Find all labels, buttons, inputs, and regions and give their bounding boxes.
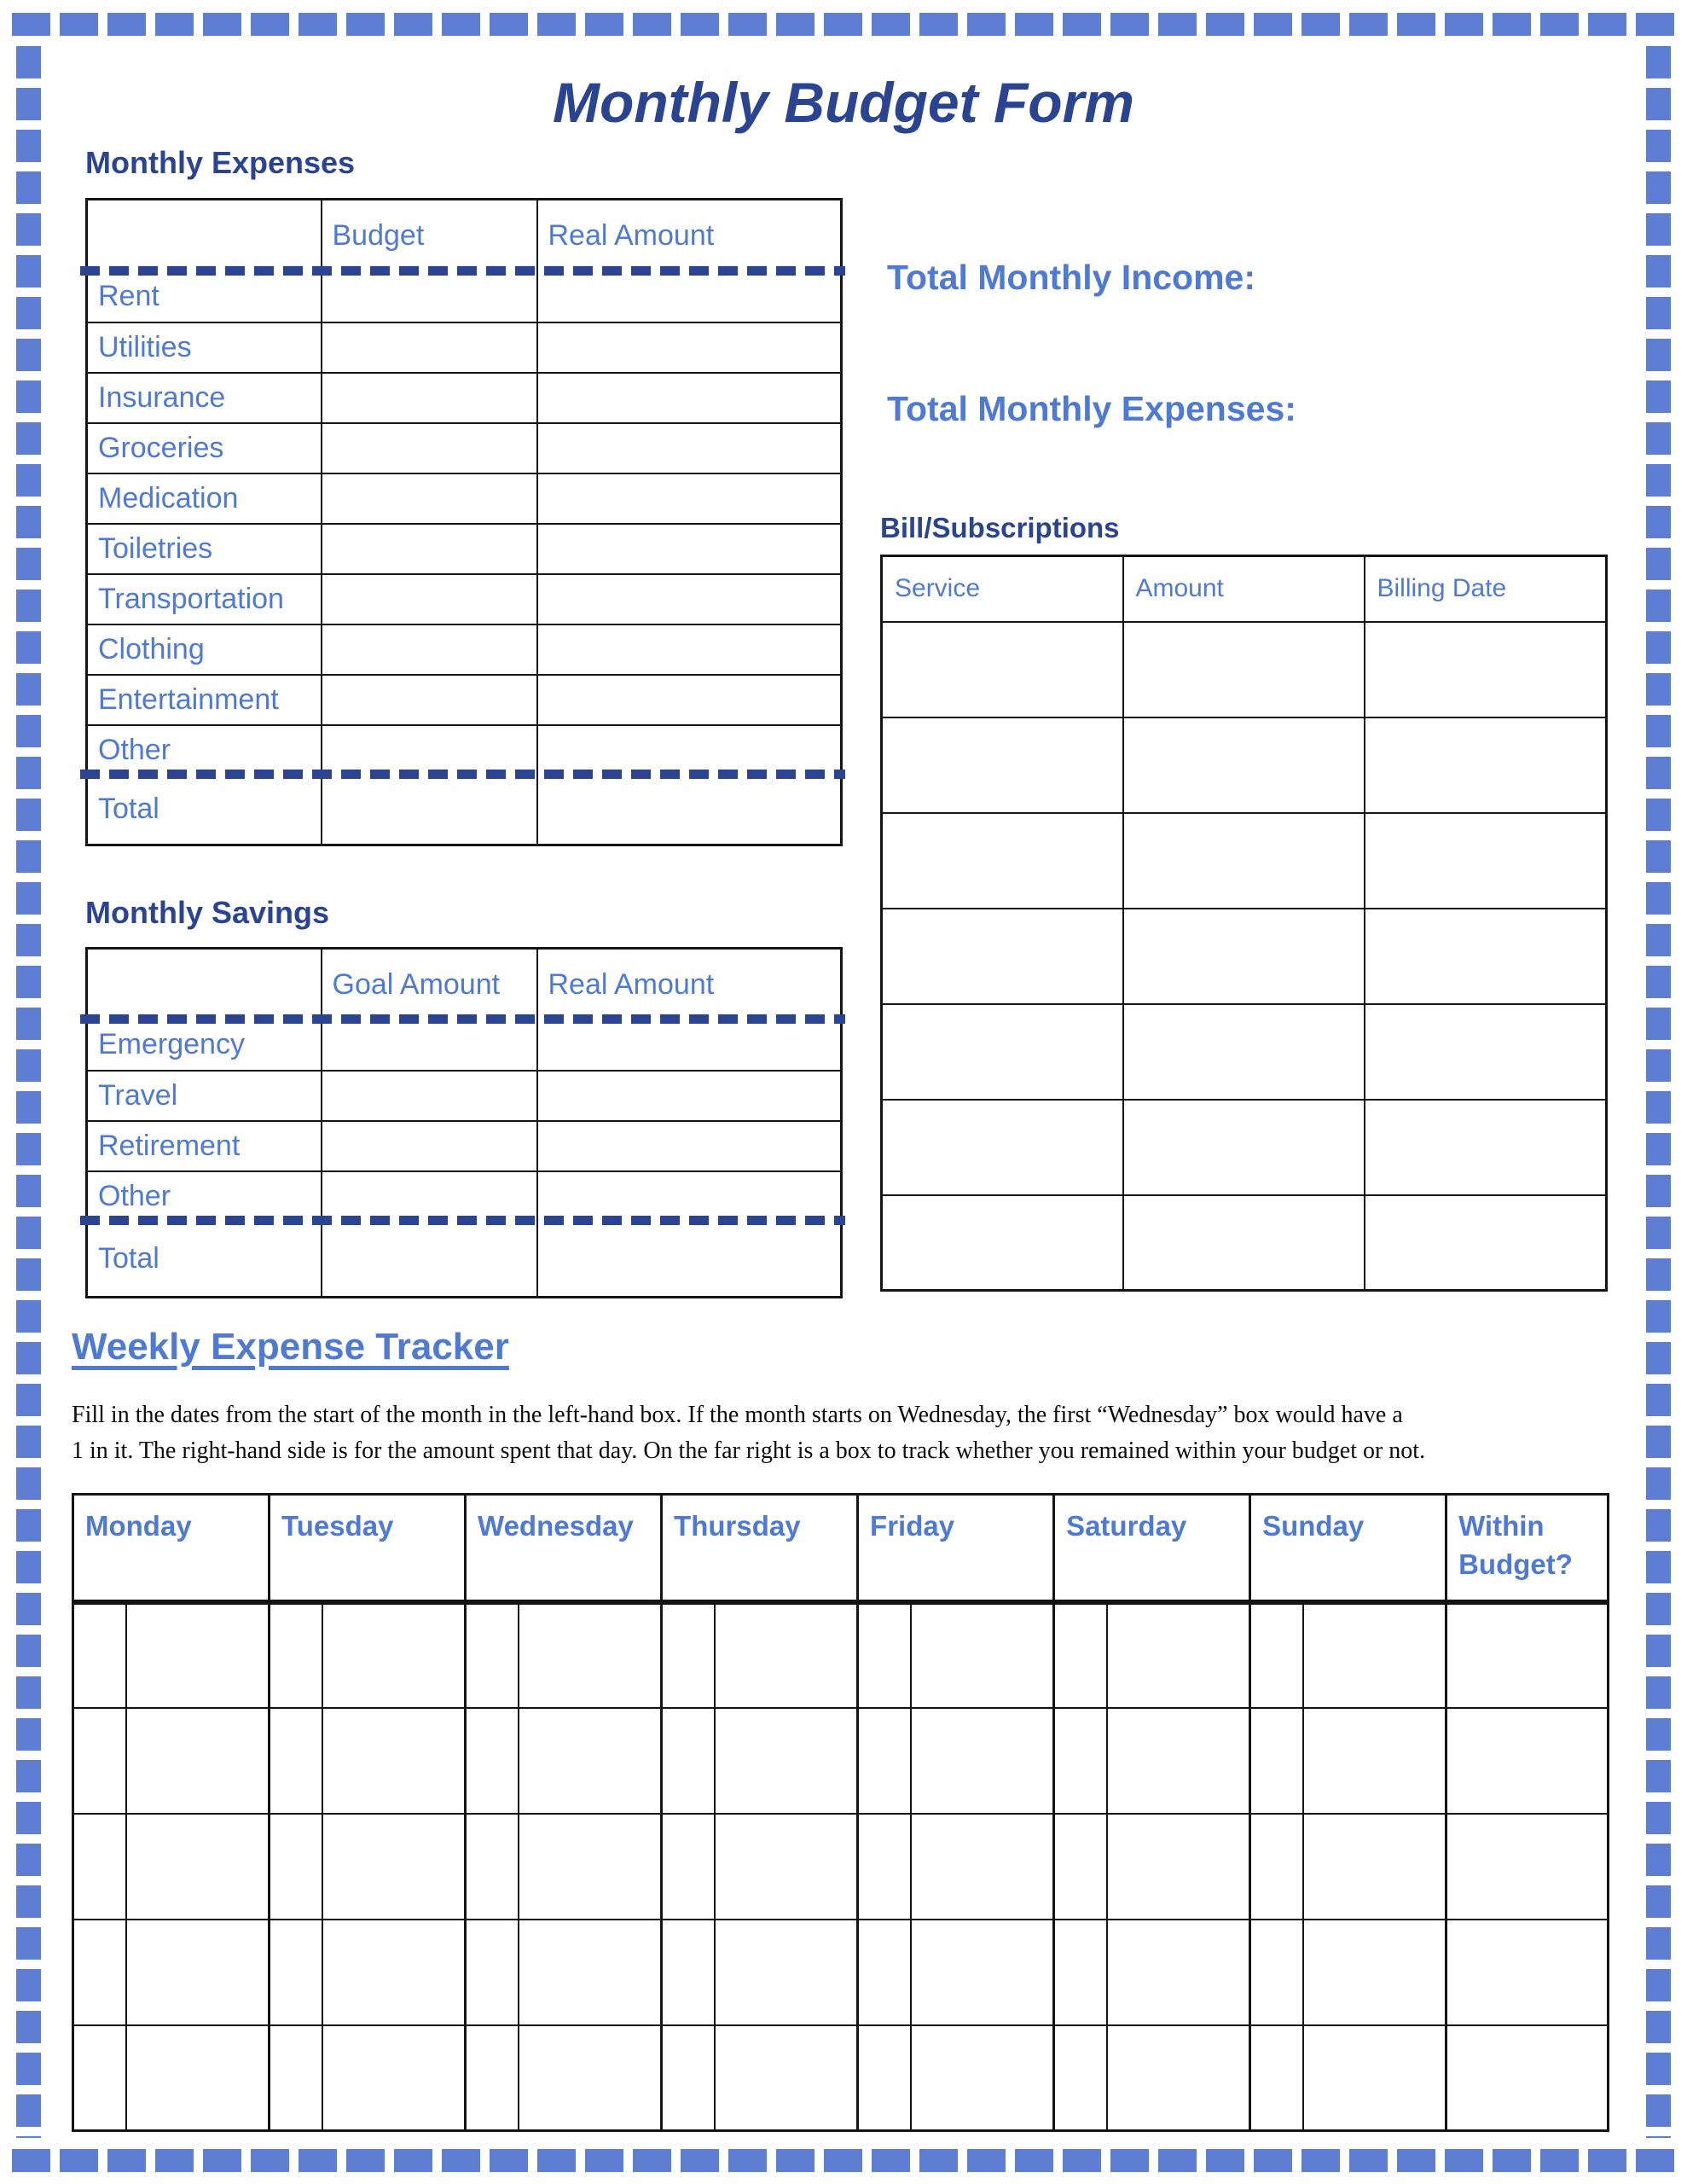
bills-empty-row <box>882 909 1607 1004</box>
weekly-col-wednesday: Wednesday <box>466 1495 662 1602</box>
dashed-divider <box>80 266 845 276</box>
weekly-amount-cell-friday[interactable] <box>911 1814 1054 1920</box>
weekly-col-within-budget: Within Budget? <box>1446 1495 1609 1602</box>
weekly-date-cell-monday[interactable] <box>73 2025 126 2131</box>
weekly-within-budget-cell[interactable] <box>1446 1602 1609 1708</box>
bills-cell-amount[interactable] <box>1123 717 1365 813</box>
weekly-date-cell-sunday[interactable] <box>1250 1814 1303 1920</box>
bills-cell-billing-date[interactable] <box>1365 813 1607 909</box>
weekly-col-friday: Friday <box>858 1495 1054 1602</box>
savings-row-emergency <box>87 1020 842 1071</box>
bills-empty-row <box>882 622 1607 717</box>
expenses-budget-cell[interactable] <box>322 272 537 322</box>
expenses-col-real-amount: Real Amount <box>537 200 842 272</box>
weekly-date-cell-monday[interactable] <box>73 1602 126 1708</box>
bills-col-amount: Amount <box>1123 556 1365 622</box>
expenses-row-entertainment <box>87 675 842 725</box>
weekly-date-cell-saturday[interactable] <box>1054 1920 1107 2025</box>
dashed-divider <box>80 1216 845 1225</box>
weekly-amount-cell-sunday[interactable] <box>1303 1814 1446 1920</box>
expenses-real-cell[interactable] <box>537 322 842 373</box>
savings-row-label: Travel <box>87 1071 322 1121</box>
expenses-real-cell[interactable] <box>537 574 842 624</box>
bills-col-billing-date: Billing Date <box>1365 556 1607 622</box>
weekly-instructions <box>72 1397 1425 1469</box>
weekly-date-cell-thursday[interactable] <box>662 2025 715 2131</box>
bills-cell-service[interactable] <box>882 717 1123 813</box>
weekly-date-cell-saturday[interactable] <box>1054 1602 1107 1708</box>
page-border-top <box>12 13 1675 36</box>
expenses-row-transportation <box>87 574 842 624</box>
dashed-divider <box>80 1014 845 1024</box>
savings-row-other <box>87 1171 842 1222</box>
weekly-amount-cell-sunday[interactable] <box>1303 2025 1446 2131</box>
monthly-expenses-heading: Monthly Expenses <box>85 145 356 180</box>
expenses-row-label: Clothing <box>87 624 322 675</box>
weekly-date-cell-monday[interactable] <box>73 1708 126 1814</box>
weekly-instructions-line1: Fill in the dates from the start of the month in the left-hand box. If the month starts on Wednesday, the first “Wednesday” box would have a <box>72 1402 1403 1428</box>
bills-cell-billing-date[interactable] <box>1365 1195 1607 1291</box>
savings-row-retirement <box>87 1121 842 1171</box>
expenses-corner-cell <box>87 200 322 272</box>
weekly-amount-cell-monday[interactable] <box>126 1814 270 1920</box>
weekly-amount-cell-saturday[interactable] <box>1107 1602 1250 1708</box>
weekly-within-budget-cell[interactable] <box>1446 2025 1609 2131</box>
weekly-amount-cell-thursday[interactable] <box>715 1814 858 1920</box>
savings-goal-cell[interactable] <box>322 1121 537 1171</box>
weekly-col-saturday: Saturday <box>1054 1495 1250 1602</box>
weekly-empty-row <box>73 1814 1609 1920</box>
page-border-left <box>16 46 41 2138</box>
bills-cell-service[interactable] <box>882 1195 1123 1291</box>
expenses-budget-cell[interactable] <box>322 524 537 574</box>
savings-corner-cell <box>87 949 322 1020</box>
bills-subscriptions-heading: Bill/Subscriptions <box>880 512 1120 543</box>
weekly-col-thursday: Thursday <box>662 1495 858 1602</box>
weekly-date-cell-tuesday[interactable] <box>270 1708 322 1814</box>
weekly-amount-cell-tuesday[interactable] <box>322 1814 466 1920</box>
weekly-date-cell-sunday[interactable] <box>1250 1920 1303 2025</box>
weekly-amount-cell-thursday[interactable] <box>715 1920 858 2025</box>
weekly-date-cell-friday[interactable] <box>858 1602 911 1708</box>
savings-row-label: Retirement <box>87 1121 322 1171</box>
weekly-amount-cell-saturday[interactable] <box>1107 1708 1250 1814</box>
expenses-budget-cell[interactable] <box>322 574 537 624</box>
weekly-expense-tracker-heading: Weekly Expense Tracker <box>72 1326 509 1368</box>
weekly-amount-cell-thursday[interactable] <box>715 2025 858 2131</box>
page-border-bottom <box>12 2149 1675 2172</box>
weekly-empty-row <box>73 1920 1609 2025</box>
bills-subscriptions-table <box>880 555 1608 1292</box>
weekly-amount-cell-tuesday[interactable] <box>322 2025 466 2131</box>
expenses-row-label: Insurance <box>87 373 322 423</box>
weekly-amount-cell-tuesday[interactable] <box>322 1708 466 1814</box>
weekly-date-cell-sunday[interactable] <box>1250 2025 1303 2131</box>
weekly-date-cell-thursday[interactable] <box>662 1708 715 1814</box>
weekly-instructions-line2: 1 in it. The right-hand side is for the amount spent that day. On the far right is a box to track whether you remained within your budget or not. <box>72 1438 1426 1464</box>
expenses-budget-cell[interactable] <box>322 624 537 675</box>
weekly-amount-cell-sunday[interactable] <box>1303 1920 1446 2025</box>
savings-total-row <box>87 1222 842 1298</box>
weekly-amount-cell-thursday[interactable] <box>715 1708 858 1814</box>
weekly-date-cell-tuesday[interactable] <box>270 1602 322 1708</box>
savings-row-travel <box>87 1071 842 1121</box>
weekly-amount-cell-monday[interactable] <box>126 1602 270 1708</box>
bills-cell-service[interactable] <box>882 813 1123 909</box>
weekly-date-cell-tuesday[interactable] <box>270 1814 322 1920</box>
weekly-date-cell-friday[interactable] <box>858 1708 911 1814</box>
bills-cell-billing-date[interactable] <box>1365 1100 1607 1195</box>
savings-row-label: Other <box>87 1171 322 1222</box>
savings-total-real-cell[interactable] <box>537 1222 842 1298</box>
bills-cell-service[interactable] <box>882 622 1123 717</box>
bills-table-body <box>882 622 1607 1291</box>
weekly-amount-cell-wednesday[interactable] <box>519 1602 662 1708</box>
expenses-row-medication <box>87 473 842 524</box>
weekly-date-cell-saturday[interactable] <box>1054 1814 1107 1920</box>
bills-empty-row <box>882 1195 1607 1291</box>
weekly-date-cell-friday[interactable] <box>858 1814 911 1920</box>
bills-cell-service[interactable] <box>882 909 1123 1004</box>
bills-cell-service[interactable] <box>882 1100 1123 1195</box>
weekly-amount-cell-saturday[interactable] <box>1107 1920 1250 2025</box>
savings-real-cell[interactable] <box>537 1020 842 1071</box>
expenses-row-label: Groceries <box>87 423 322 473</box>
weekly-within-budget-cell[interactable] <box>1446 1814 1609 1920</box>
weekly-date-cell-tuesday[interactable] <box>270 1920 322 2025</box>
expenses-row-toiletries <box>87 524 842 574</box>
bills-cell-billing-date[interactable] <box>1365 622 1607 717</box>
expenses-real-cell[interactable] <box>537 675 842 725</box>
weekly-empty-row <box>73 1708 1609 1814</box>
weekly-amount-cell-tuesday[interactable] <box>322 1920 466 2025</box>
expenses-real-cell[interactable] <box>537 624 842 675</box>
savings-col-goal-amount: Goal Amount <box>322 949 537 1020</box>
bills-cell-billing-date[interactable] <box>1365 1004 1607 1100</box>
expenses-budget-cell[interactable] <box>322 675 537 725</box>
savings-real-cell[interactable] <box>537 1171 842 1222</box>
expenses-row-label: Transportation <box>87 574 322 624</box>
savings-total-goal-cell[interactable] <box>322 1222 537 1298</box>
weekly-date-cell-friday[interactable] <box>858 1920 911 2025</box>
bills-col-service: Service <box>882 556 1123 622</box>
weekly-date-cell-friday[interactable] <box>858 2025 911 2131</box>
expenses-real-cell[interactable] <box>537 524 842 574</box>
expenses-row-utilities <box>87 322 842 373</box>
weekly-within-budget-cell[interactable] <box>1446 1708 1609 1814</box>
weekly-date-cell-monday[interactable] <box>73 1920 126 2025</box>
monthly-expenses-table <box>85 198 843 846</box>
bills-cell-amount[interactable] <box>1123 1100 1365 1195</box>
weekly-header-row <box>73 1495 1609 1602</box>
bills-cell-amount[interactable] <box>1123 1195 1365 1291</box>
expenses-row-label: Toiletries <box>87 524 322 574</box>
weekly-col-tuesday: Tuesday <box>270 1495 466 1602</box>
bills-empty-row <box>882 717 1607 813</box>
monthly-savings-heading: Monthly Savings <box>85 895 330 930</box>
expenses-row-label: Rent <box>87 272 322 322</box>
expenses-row-label: Other <box>87 725 322 775</box>
savings-real-cell[interactable] <box>537 1121 842 1171</box>
expenses-budget-cell[interactable] <box>322 473 537 524</box>
weekly-amount-cell-wednesday[interactable] <box>519 1814 662 1920</box>
weekly-amount-cell-saturday[interactable] <box>1107 1814 1250 1920</box>
weekly-amount-cell-tuesday[interactable] <box>322 1602 466 1708</box>
expenses-row-insurance <box>87 373 842 423</box>
weekly-date-cell-saturday[interactable] <box>1054 2025 1107 2131</box>
expenses-row-label: Medication <box>87 473 322 524</box>
weekly-empty-row <box>73 2025 1609 2131</box>
weekly-date-cell-sunday[interactable] <box>1250 1602 1303 1708</box>
weekly-date-cell-thursday[interactable] <box>662 1920 715 2025</box>
weekly-date-cell-thursday[interactable] <box>662 1602 715 1708</box>
weekly-date-cell-wednesday[interactable] <box>466 1602 519 1708</box>
total-monthly-income-label: Total Monthly Income: <box>887 258 1256 297</box>
savings-col-real-amount: Real Amount <box>537 949 842 1020</box>
weekly-amount-cell-monday[interactable] <box>126 1708 270 1814</box>
expenses-budget-cell[interactable] <box>322 423 537 473</box>
weekly-date-cell-sunday[interactable] <box>1250 1708 1303 1814</box>
expenses-real-cell[interactable] <box>537 473 842 524</box>
bills-cell-amount[interactable] <box>1123 622 1365 717</box>
weekly-amount-cell-wednesday[interactable] <box>519 1920 662 2025</box>
expenses-budget-cell[interactable] <box>322 322 537 373</box>
bills-cell-billing-date[interactable] <box>1365 909 1607 1004</box>
weekly-date-cell-monday[interactable] <box>73 1814 126 1920</box>
weekly-amount-cell-wednesday[interactable] <box>519 1708 662 1814</box>
weekly-amount-cell-thursday[interactable] <box>715 1602 858 1708</box>
bills-cell-service[interactable] <box>882 1004 1123 1100</box>
expenses-total-real-cell[interactable] <box>537 775 842 845</box>
expenses-row-rent <box>87 272 842 322</box>
weekly-date-cell-saturday[interactable] <box>1054 1708 1107 1814</box>
weekly-date-cell-wednesday[interactable] <box>466 1920 519 2025</box>
savings-row-label: Emergency <box>87 1020 322 1071</box>
weekly-amount-cell-sunday[interactable] <box>1303 1602 1446 1708</box>
monthly-savings-table <box>85 947 843 1298</box>
bills-cell-amount[interactable] <box>1123 1004 1365 1100</box>
weekly-col-sunday: Sunday <box>1250 1495 1446 1602</box>
bills-empty-row <box>882 1004 1607 1100</box>
expenses-header-row <box>87 200 842 272</box>
page-title: Monthly Budget Form <box>553 71 1134 134</box>
expenses-budget-cell[interactable] <box>322 725 537 775</box>
bills-empty-row <box>882 1100 1607 1195</box>
weekly-amount-cell-friday[interactable] <box>911 1602 1054 1708</box>
weekly-date-cell-wednesday[interactable] <box>466 1708 519 1814</box>
expenses-real-cell[interactable] <box>537 725 842 775</box>
weekly-amount-cell-friday[interactable] <box>911 1920 1054 2025</box>
weekly-tracker-table <box>72 1493 1609 2132</box>
expenses-total-budget-cell[interactable] <box>322 775 537 845</box>
weekly-date-cell-wednesday[interactable] <box>466 1814 519 1920</box>
expenses-budget-cell[interactable] <box>322 373 537 423</box>
weekly-amount-cell-friday[interactable] <box>911 1708 1054 1814</box>
weekly-amount-cell-wednesday[interactable] <box>519 2025 662 2131</box>
expenses-real-cell[interactable] <box>537 423 842 473</box>
expenses-col-budget: Budget <box>322 200 537 272</box>
expenses-row-other <box>87 725 842 775</box>
weekly-col-monday: Monday <box>73 1495 270 1602</box>
bills-cell-amount[interactable] <box>1123 813 1365 909</box>
weekly-amount-cell-monday[interactable] <box>126 1920 270 2025</box>
page-border-right <box>1646 46 1671 2138</box>
savings-header-row <box>87 949 842 1020</box>
expenses-total-label: Total <box>87 775 322 845</box>
weekly-amount-cell-monday[interactable] <box>126 2025 270 2131</box>
expenses-row-label: Entertainment <box>87 675 322 725</box>
bills-header-row <box>882 556 1607 622</box>
total-monthly-expenses-label: Total Monthly Expenses: <box>887 389 1296 428</box>
bills-cell-billing-date[interactable] <box>1365 717 1607 813</box>
weekly-date-cell-wednesday[interactable] <box>466 2025 519 2131</box>
savings-goal-cell[interactable] <box>322 1171 537 1222</box>
bills-cell-amount[interactable] <box>1123 909 1365 1004</box>
savings-total-label: Total <box>87 1222 322 1298</box>
bills-empty-row <box>882 813 1607 909</box>
expenses-row-label: Utilities <box>87 322 322 373</box>
weekly-within-budget-cell[interactable] <box>1446 1920 1609 2025</box>
expenses-row-clothing <box>87 624 842 675</box>
savings-real-cell[interactable] <box>537 1071 842 1121</box>
savings-goal-cell[interactable] <box>322 1071 537 1121</box>
savings-goal-cell[interactable] <box>322 1020 537 1071</box>
weekly-empty-row <box>73 1602 1609 1708</box>
weekly-date-cell-tuesday[interactable] <box>270 2025 322 2131</box>
weekly-date-cell-thursday[interactable] <box>662 1814 715 1920</box>
weekly-table-body <box>73 1602 1609 2131</box>
weekly-amount-cell-saturday[interactable] <box>1107 2025 1250 2131</box>
expenses-real-cell[interactable] <box>537 373 842 423</box>
expenses-real-cell[interactable] <box>537 272 842 322</box>
dashed-divider <box>80 770 845 779</box>
weekly-amount-cell-sunday[interactable] <box>1303 1708 1446 1814</box>
weekly-amount-cell-friday[interactable] <box>911 2025 1054 2131</box>
expenses-row-groceries <box>87 423 842 473</box>
expenses-total-row <box>87 775 842 845</box>
